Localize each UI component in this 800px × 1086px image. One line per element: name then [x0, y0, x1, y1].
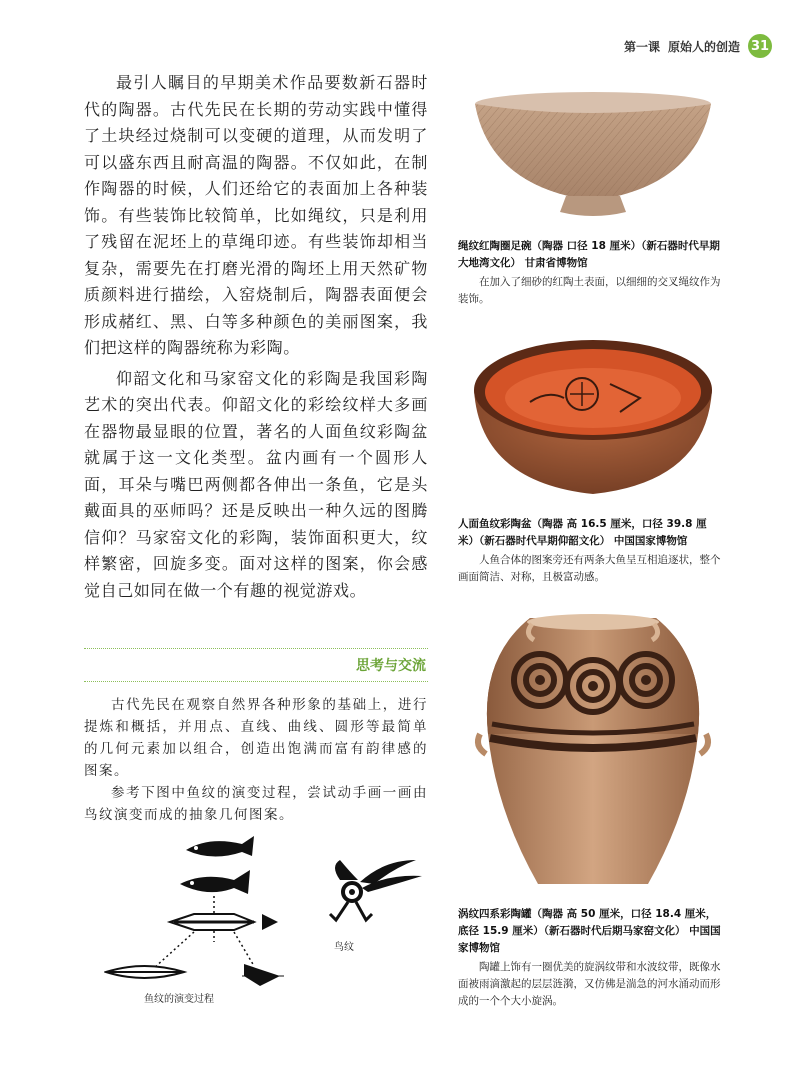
- fish-drawing-2: [180, 870, 250, 894]
- think-title: 思考与交流: [356, 658, 426, 674]
- lesson-label: 第一课: [623, 39, 660, 54]
- item-desc-1: 在加入了细砂的红陶土表面，以细细的交叉绳纹作为装饰。: [458, 276, 721, 305]
- fish-drawing-1: [186, 836, 254, 857]
- human-face-fish-basin-photo: [470, 332, 716, 500]
- fish-evolution-diagram: [104, 830, 424, 1010]
- divider: [84, 681, 428, 682]
- paragraph-2: 仰韶文化和马家窑文化的彩陶是我国彩陶艺术的突出代表。仰韶文化的彩绘纹样大多画在器物最显眼的位置，著名的人面鱼纹彩陶盆就属于这一文化类型。盆内画有一个圆形人面，耳朵与嘴巴两侧都各伸出一条鱼，它是头戴面具的巫师吗？还是反映出一种久远的图腾信仰？马家窑文化的彩陶，装饰面积更大，纹样繁密，回旋多变。面对这样的图案，你会感觉自己如同在做一个有趣的视觉游戏。: [84, 368, 428, 600]
- paragraph-1: 最引人瞩目的早期美术作品要数新石器时代的陶器。古代先民在长期的劳动实践中懂得了土块经过烧制可以变硬的道理，从而发明了可以盛东西且耐高温的陶器。不仅如此，在制作陶器的时候，人们还给它的表面加上各种装饰。有些装饰比较简单，比如绳纹，只是利用了残留在泥坯上的草绳印迹。有些装饰却相当复杂，需要先在打磨光滑的陶坯上用天然矿物质颜料进行描绘，入窑烧制后，陶器表面便会形成赭红、黑、白等多种颜色的美丽图案，我们把这样的陶器统称为彩陶。: [84, 73, 428, 357]
- bird-drawing: [330, 860, 422, 920]
- item-caption-3: [458, 906, 722, 1010]
- think-paragraph-2: 参考下图中鱼纹的演变过程，尝试动手画一画由鸟纹演变而成的抽象几何图案。: [84, 785, 428, 823]
- swirl-jar-photo: [470, 614, 716, 894]
- fish-drawing-4: [106, 964, 284, 986]
- think-discuss-box: [84, 648, 428, 1010]
- page-header: [624, 34, 772, 58]
- item-caption-1: [458, 238, 722, 308]
- item-caption-2: [458, 516, 722, 586]
- item-title-1: 绳纹红陶圈足碗（陶器 口径 18 厘米）（新石器时代早期大地湾文化） 甘肃省博物馆: [458, 240, 720, 269]
- item-desc-3: 陶罐上饰有一圈优美的旋涡纹带和水波纹带，既像水面被雨滴激起的层层涟漪，又仿佛是湍急的河水涌动而形成的一个个大小旋涡。: [458, 961, 721, 1007]
- think-paragraph-1: 古代先民在观察自然界各种形象的基础上，进行提炼和概括，并用点、直线、曲线、圆形等最简单的几何元素加以组合，创造出饱满而富有韵律感的图案。: [84, 697, 428, 779]
- fish-drawing-3: [170, 914, 278, 930]
- bird-caption: 鸟纹: [334, 942, 354, 953]
- main-text: [84, 70, 428, 604]
- item-desc-2: 人鱼合体的图案旁还有两条大鱼呈互相追逐状，整个画面简洁、对称，且极富动感。: [458, 554, 721, 583]
- page-number: 31: [748, 34, 772, 58]
- cord-bowl-photo: [468, 88, 718, 226]
- item-title-2: 人面鱼纹彩陶盆（陶器 高 16.5 厘米，口径 39.8 厘米）（新石器时代早期仰韶文化） 中国国家博物馆: [458, 518, 707, 547]
- think-text: [84, 694, 428, 826]
- item-title-3: 涡纹四系彩陶罐（陶器 高 50 厘米，口径 18.4 厘米，底径 15.9 厘米）（新石器时代后期马家窑文化） 中国国家博物馆: [458, 908, 721, 954]
- fish-caption: 鱼纹的演变过程: [144, 994, 214, 1005]
- lesson-title: 原始人的创造: [667, 39, 740, 54]
